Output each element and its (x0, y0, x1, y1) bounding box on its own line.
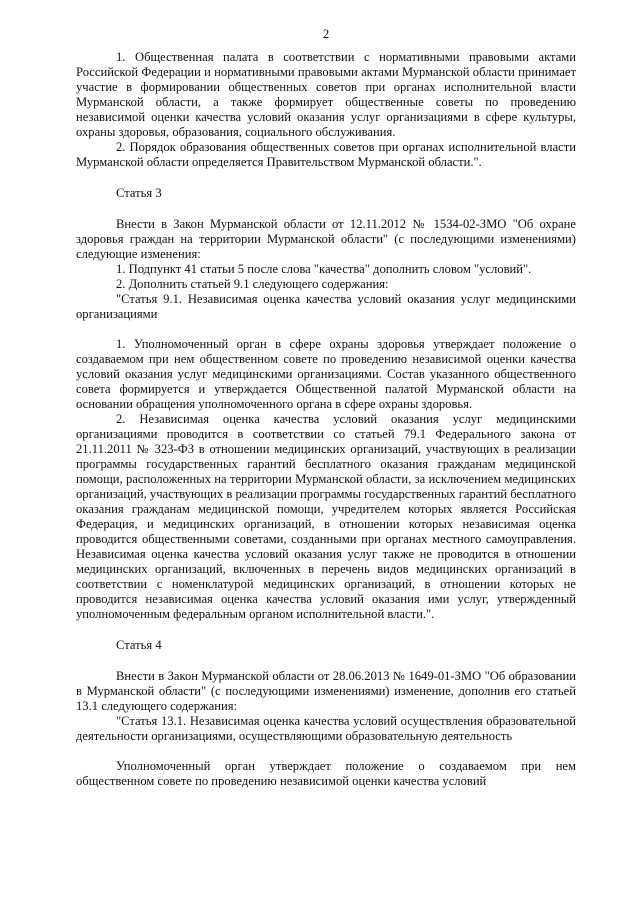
article-3-item-1: 1. Подпункт 41 статьи 5 после слова "качества" дополнить словом "условий". (116, 262, 532, 276)
paragraph-public-chamber: 1. Общественная палата в соответствии с нормативными правовыми актами Российской Федерации и нормативными правовыми актами Мурманской области принимает участие в формировании общественных советов при органах исполнительной власти Мурманской области, а также формирует общественные советы по проведению независимой оценки качества условий оказания услуг организациями в сфере культуры, охраны здоровья, образования, социального обслуживания. (76, 50, 576, 139)
paragraph-councils-order: 2. Порядок образования общественных советов при органах исполнительной власти Мурманской области определяется Правительством Мурманской области.". (76, 140, 576, 169)
article-3-heading: Статья 3 (116, 186, 162, 200)
article-9-1-title: "Статья 9.1. Независимая оценка качества условий оказания услуг медицинскими организациями (76, 292, 576, 321)
article-3-intro: Внести в Закон Мурманской области от 12.11.2012 № 1534-02-ЗМО "Об охране здоровья граждан на территории Мурманской области" (с последующими изменениями) следующие изменения: (76, 217, 576, 261)
article-4-intro: Внести в Закон Мурманской области от 28.06.2013 № 1649-01-ЗМО "Об образовании в Мурманской области" (с последующими изменениями) изменение, дополнив его статьей 13.1 следующего содержания: (76, 669, 576, 713)
article-4-heading: Статья 4 (116, 638, 162, 652)
article-9-1-part-2: 2. Независимая оценка качества условий оказания услуг медицинскими организациями проводится в соответствии со статьей 79.1 Федерального закона от 21.11.2011 № 323-ФЗ в отношении медицинских организаций, участвующих в реализации программы государственных гарантий бесплатного оказания гражданам медицинской помощи, расположенных на территории Мурманской области, за исключением медицинских организаций, участвующих в реализации программы государственных гарантий бесплатного оказания гражданам медицинской помощи, учредителем которых является Российская Федерация, и медицинских организаций, в отношении которых независимая оценка проводится общественными советами, созданными при органах местного самоуправления. Независимая оценка качества условий оказания услуг также не проводится в отношении медицинских организаций, включенных в перечень видов медицинских организаций в соответствии с номенклатурой медицинских организаций, в отношении которых не проводится независимая оценка качества условий оказания ими услуг, утвержденный уполномоченным федеральным органом исполнительной власти.". (76, 412, 576, 621)
article-13-1-title: "Статья 13.1. Независимая оценка качества условий осуществления образовательной деятельности организациями, осуществляющими образовательную деятельность (76, 714, 576, 743)
article-13-1-part-start: Уполномоченный орган утверждает положение о создаваемом при нем общественном совете по проведению независимой оценки качества условий (76, 759, 576, 788)
spacer (76, 322, 576, 337)
article-9-1-part-1: 1. Уполномоченный орган в сфере охраны здоровья утверждает положение о создаваемом при нем общественном совете по проведению независимой оценки качества условий оказания услуг медицинскими организациями. Состав указанного общественного совета формируется и утверждается Общественной палатой Мурманской области на основании обращения уполномоченного органа в сфере охраны здоровья. (76, 337, 576, 411)
page-number: 2 (322, 26, 330, 41)
article-3-item-2: 2. Дополнить статьей 9.1 следующего содержания: (116, 277, 389, 291)
spacer (76, 744, 576, 759)
